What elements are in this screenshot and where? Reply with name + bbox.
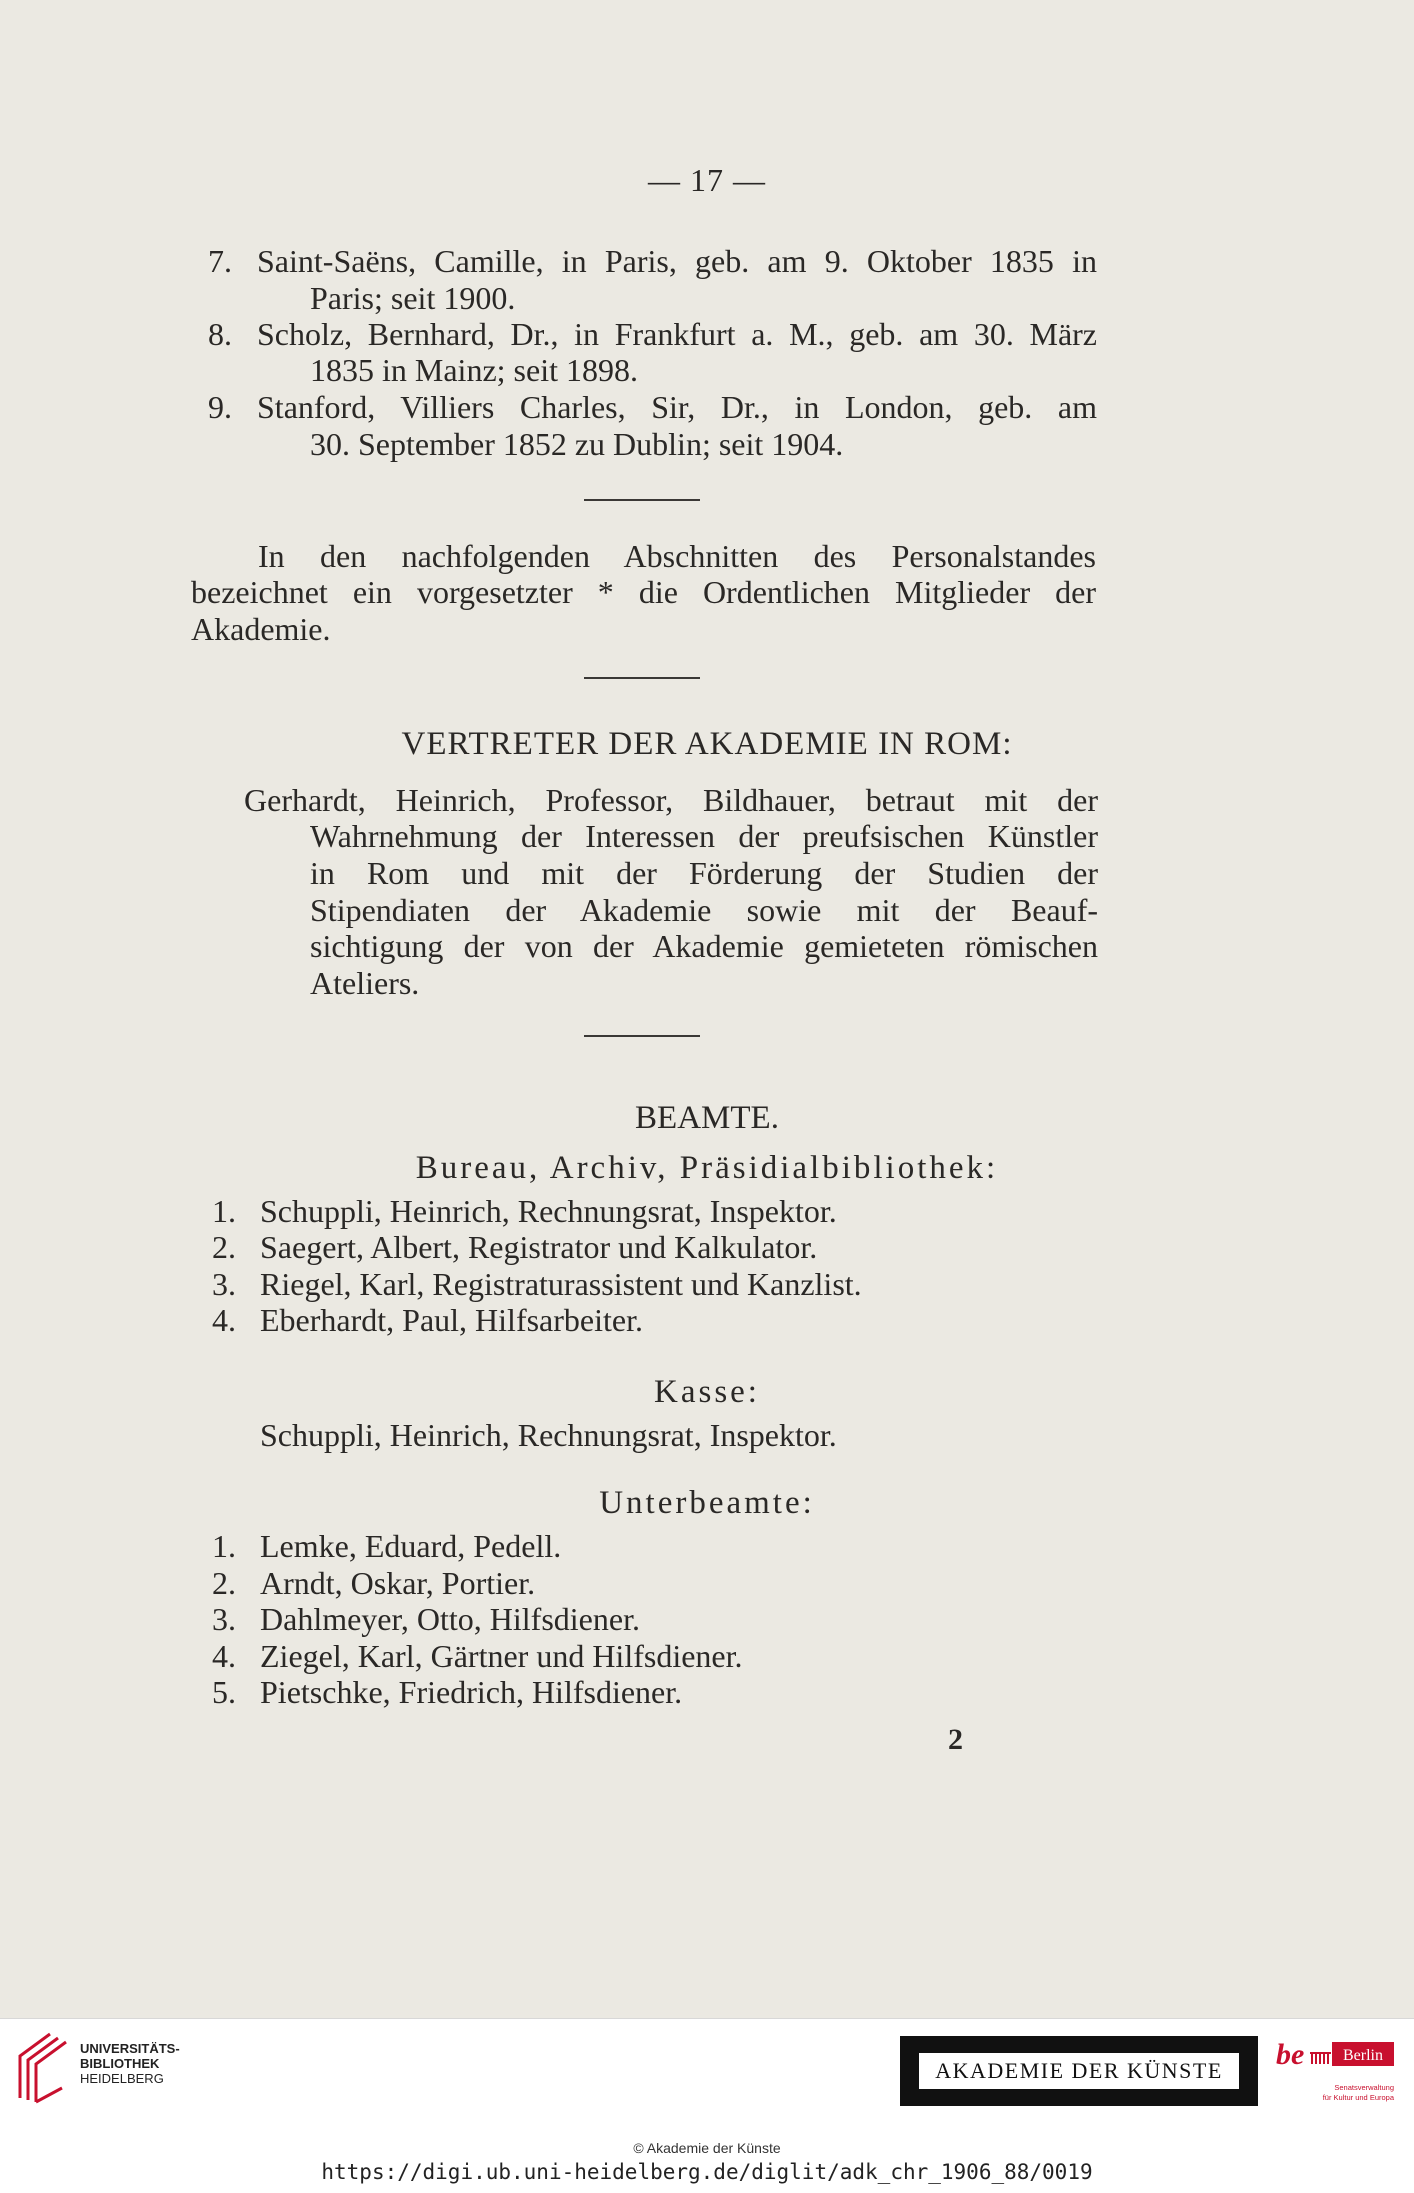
list-number: 3.	[212, 1601, 236, 1637]
rome-line: Gerhardt, Heinrich, Professor, Bildhauer, betraut mit der	[244, 782, 1098, 818]
page-number: — 17 —	[648, 162, 766, 198]
member-entry-line: Saint-Saëns, Camille, in Paris, geb. am 9. Oktober 1835 in	[257, 243, 1097, 279]
berlin-sub-line: für Kultur und Europa	[1322, 2093, 1394, 2102]
library-name-line: BIBLIOTHEK	[80, 2056, 160, 2071]
bureau-item: Saegert, Albert, Registrator und Kalkulator.	[260, 1229, 818, 1265]
university-library-name[interactable]	[80, 2041, 180, 2086]
officials-heading: BEAMTE.	[635, 1100, 779, 1136]
section-divider	[584, 499, 700, 501]
kasse-item: Schuppli, Heinrich, Rechnungsrat, Inspektor.	[260, 1417, 837, 1453]
rome-line: in Rom und mit der Förderung der Studien der	[310, 855, 1098, 891]
berlin-brand-text: be	[1276, 2038, 1305, 2071]
library-name-line: HEIDELBERG	[80, 2071, 164, 2086]
section-divider	[584, 1035, 700, 1037]
list-number: 2.	[212, 1565, 236, 1601]
rome-line: Wahrnehmung der Interessen der preufsischen Künstler	[310, 818, 1098, 854]
section-divider	[584, 677, 700, 679]
rome-heading: VERTRETER DER AKADEMIE IN ROM:	[401, 726, 1013, 762]
akademie-der-kuenste-logo[interactable]	[900, 2036, 1258, 2106]
berlin-sub-line: Senatsverwaltung	[1334, 2083, 1394, 2092]
permalink-url[interactable]: https://digi.ub.uni-heidelberg.de/diglit/adk_chr_1906_88/0019	[321, 2160, 1093, 2184]
unterbeamte-item: Dahlmeyer, Otto, Hilfsdiener.	[260, 1601, 640, 1637]
bureau-heading: Bureau, Archiv, Präsidialbibliothek:	[415, 1150, 999, 1186]
berlin-word: Berlin	[1343, 2047, 1383, 2064]
list-number: 2.	[212, 1229, 236, 1265]
sheet-signature-number: 2	[948, 1723, 963, 1756]
rome-line: sichtigung der von der Akademie gemieteten römischen	[310, 928, 1098, 964]
kasse-heading: Kasse:	[654, 1374, 760, 1410]
unterbeamte-item: Pietschke, Friedrich, Hilfsdiener.	[260, 1674, 683, 1710]
note-line: bezeichnet ein vorgesetzter * die Ordentlichen Mitglieder der	[191, 574, 1096, 610]
list-number: 3.	[212, 1266, 236, 1302]
berlin-senate-logo-icon[interactable]	[1274, 2034, 1396, 2108]
list-number: 1.	[212, 1193, 236, 1229]
list-number: 4.	[212, 1638, 236, 1674]
bureau-item: Eberhardt, Paul, Hilfsarbeiter.	[260, 1302, 643, 1338]
bureau-item: Riegel, Karl, Registraturassistent und Kanzlist.	[260, 1266, 862, 1302]
member-number: 7.	[208, 243, 232, 279]
note-line: In den nachfolgenden Abschnitten des Personalstandes	[258, 538, 1096, 574]
bureau-item: Schuppli, Heinrich, Rechnungsrat, Inspektor.	[260, 1193, 837, 1229]
list-number: 5.	[212, 1674, 236, 1710]
member-entry-line: Scholz, Bernhard, Dr., in Frankfurt a. M., geb. am 30. März	[257, 316, 1097, 352]
unterbeamte-heading: Unterbeamte:	[599, 1485, 815, 1521]
unterbeamte-item: Arndt, Oskar, Portier.	[260, 1565, 536, 1601]
copyright-notice: © Akademie der Künste	[633, 2140, 781, 2156]
member-entry-line: 1835 in Mainz; seit 1898.	[310, 352, 638, 388]
library-name-line: UNIVERSITÄTS-	[80, 2041, 180, 2056]
member-entry-line: 30. September 1852 zu Dublin; seit 1904.	[310, 426, 844, 462]
rome-line: Stipendiaten der Akademie sowie mit der Beauf-	[310, 892, 1098, 928]
university-library-logo-icon[interactable]	[14, 2028, 70, 2108]
list-number: 4.	[212, 1302, 236, 1338]
member-number: 8.	[208, 316, 232, 352]
unterbeamte-item: Ziegel, Karl, Gärtner und Hilfsdiener.	[260, 1638, 743, 1674]
rome-line: Ateliers.	[310, 965, 420, 1001]
akademie-logo-label: AKADEMIE DER KÜNSTE	[919, 2053, 1239, 2089]
note-line: Akademie.	[191, 611, 331, 647]
member-number: 9.	[208, 389, 232, 425]
list-number: 1.	[212, 1528, 236, 1564]
member-entry-line: Stanford, Villiers Charles, Sir, Dr., in London, geb. am	[257, 389, 1097, 425]
member-entry-line: Paris; seit 1900.	[310, 280, 516, 316]
unterbeamte-item: Lemke, Eduard, Pedell.	[260, 1528, 562, 1564]
